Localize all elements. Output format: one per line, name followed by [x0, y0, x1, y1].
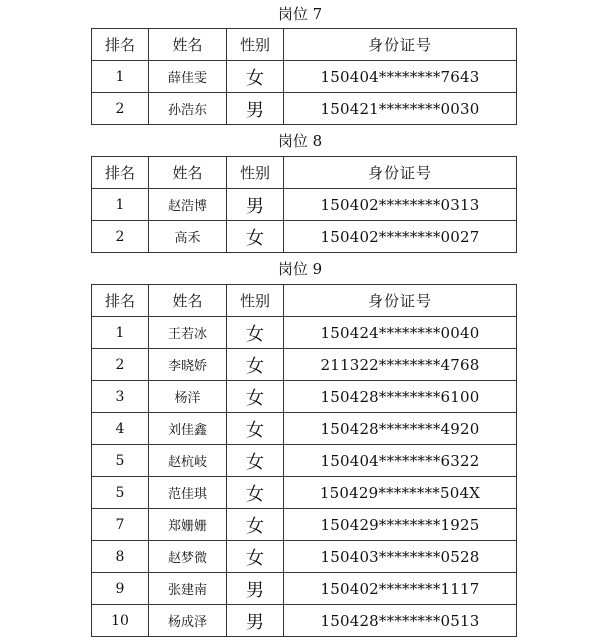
cell-rank: 1 [92, 317, 149, 349]
cell-gender: 女 [227, 317, 284, 349]
table-row [92, 541, 517, 573]
cell-id: 150428********6100 [284, 381, 517, 413]
cell-name: 王若冰 [149, 317, 227, 349]
cell-rank: 5 [92, 477, 149, 509]
cell-rank: 1 [92, 61, 149, 93]
cell-rank: 3 [92, 381, 149, 413]
table-header-row [92, 285, 517, 317]
cell-name: 高禾 [149, 221, 227, 253]
cell-rank: 4 [92, 413, 149, 445]
table-row [92, 477, 517, 509]
cell-name: 刘佳鑫 [149, 413, 227, 445]
header-name: 姓名 [149, 157, 227, 189]
cell-name: 赵浩博 [149, 189, 227, 221]
header-id: 身份证号 [284, 285, 517, 317]
section-title: 岗位 8 [277, 132, 323, 150]
section-title: 岗位 9 [277, 260, 323, 278]
cell-id: 211322********4768 [284, 349, 517, 381]
cell-gender: 女 [227, 413, 284, 445]
cell-name: 杨成泽 [149, 605, 227, 637]
cell-id: 150428********4920 [284, 413, 517, 445]
cell-rank: 7 [92, 509, 149, 541]
cell-gender: 女 [227, 477, 284, 509]
cell-id: 150424********0040 [284, 317, 517, 349]
table-row [92, 189, 517, 221]
header-rank: 排名 [92, 29, 149, 61]
table-header-row [92, 29, 517, 61]
cell-id: 150402********1117 [284, 573, 517, 605]
cell-name: 薛佳雯 [149, 61, 227, 93]
cell-name: 杨洋 [149, 381, 227, 413]
header-name: 姓名 [149, 29, 227, 61]
cell-rank: 2 [92, 93, 149, 125]
cell-gender: 女 [227, 541, 284, 573]
section-title: 岗位 7 [277, 5, 323, 23]
cell-rank: 5 [92, 445, 149, 477]
cell-gender: 男 [227, 189, 284, 221]
header-id: 身份证号 [284, 157, 517, 189]
table-row [92, 445, 517, 477]
cell-rank: 9 [92, 573, 149, 605]
header-gender: 性别 [227, 29, 284, 61]
cell-name: 赵梦微 [149, 541, 227, 573]
cell-rank: 1 [92, 189, 149, 221]
header-gender: 性别 [227, 285, 284, 317]
cell-gender: 男 [227, 573, 284, 605]
cell-gender: 女 [227, 509, 284, 541]
cell-id: 150402********0027 [284, 221, 517, 253]
header-name: 姓名 [149, 285, 227, 317]
table-row [92, 61, 517, 93]
cell-gender: 女 [227, 61, 284, 93]
table-row [92, 221, 517, 253]
ranking-table [91, 28, 517, 125]
table-row [92, 381, 517, 413]
cell-name: 孙浩东 [149, 93, 227, 125]
table-row [92, 413, 517, 445]
table-row [92, 349, 517, 381]
cell-id: 150403********0528 [284, 541, 517, 573]
ranking-table [91, 284, 517, 637]
cell-id: 150404********7643 [284, 61, 517, 93]
header-gender: 性别 [227, 157, 284, 189]
cell-rank: 8 [92, 541, 149, 573]
cell-name: 郑姗姗 [149, 509, 227, 541]
cell-name: 张建南 [149, 573, 227, 605]
cell-gender: 女 [227, 221, 284, 253]
cell-rank: 10 [92, 605, 149, 637]
header-rank: 排名 [92, 157, 149, 189]
table-header-row [92, 157, 517, 189]
cell-gender: 男 [227, 93, 284, 125]
header-id: 身份证号 [284, 29, 517, 61]
header-rank: 排名 [92, 285, 149, 317]
cell-id: 150429********1925 [284, 509, 517, 541]
table-row [92, 605, 517, 637]
ranking-table [91, 156, 517, 253]
cell-name: 范佳琪 [149, 477, 227, 509]
cell-gender: 男 [227, 605, 284, 637]
cell-id: 150421********0030 [284, 93, 517, 125]
cell-gender: 女 [227, 445, 284, 477]
cell-id: 150402********0313 [284, 189, 517, 221]
cell-rank: 2 [92, 349, 149, 381]
cell-name: 赵杭岐 [149, 445, 227, 477]
cell-id: 150429********504X [284, 477, 517, 509]
table-row [92, 509, 517, 541]
table-row [92, 93, 517, 125]
cell-name: 李晓娇 [149, 349, 227, 381]
cell-id: 150404********6322 [284, 445, 517, 477]
cell-rank: 2 [92, 221, 149, 253]
table-row [92, 317, 517, 349]
cell-id: 150428********0513 [284, 605, 517, 637]
cell-gender: 女 [227, 381, 284, 413]
cell-gender: 女 [227, 349, 284, 381]
table-row [92, 573, 517, 605]
